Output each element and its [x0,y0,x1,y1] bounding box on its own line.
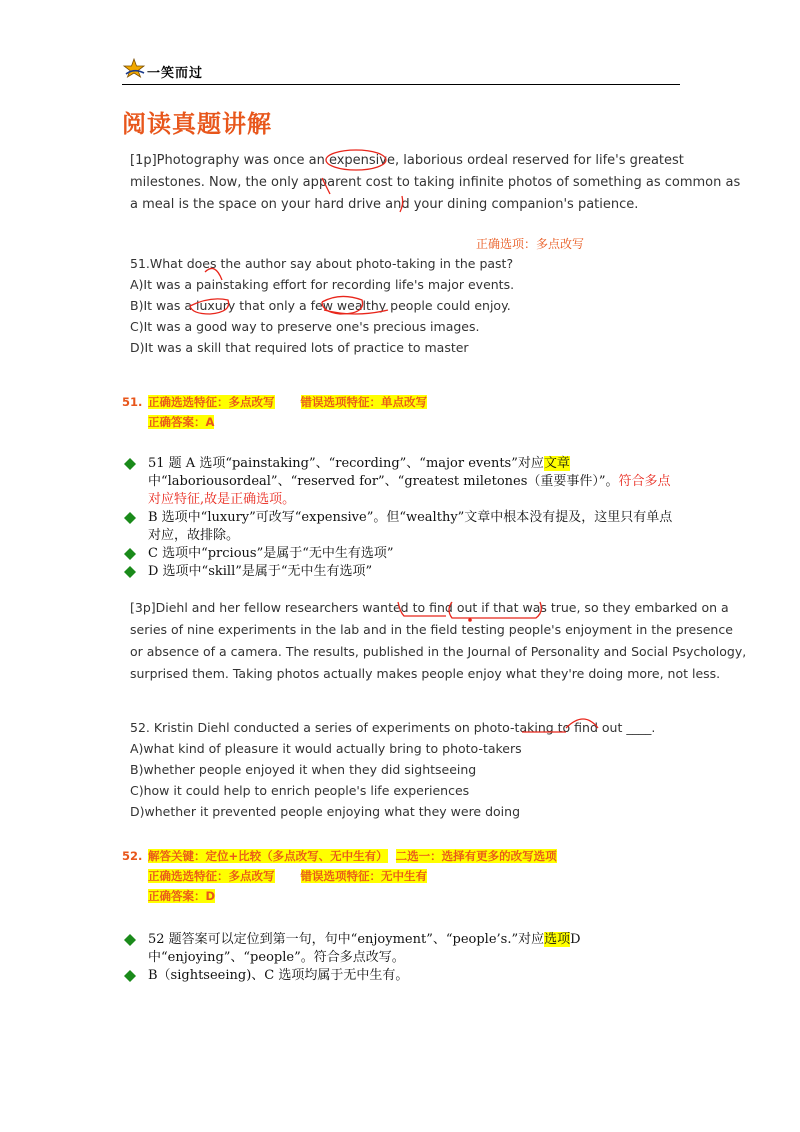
choose-line: 二选一：选择有更多的改写选项 [395,849,557,863]
passage-line: a meal is the space on your hard drive and your dining companion's patience. [130,197,639,212]
bullet-text: C 选项中“prcious”是属于“无中生有选项” [148,546,394,561]
option-d: D)whether it prevented people enjoying what they were doing [130,804,521,819]
correct-answer: 正确答案：D [148,889,216,903]
bullet-text: ordeal”、“reserved for”、“greatest miletones（重要事件）”。 [228,474,619,489]
diamond-bullet-icon [124,566,136,578]
option-a: A)It was a painstaking effort for recording life's major events. [130,277,515,292]
question-51 [130,253,690,358]
explanation-51 [122,455,682,581]
passage-line: series of nine experiments in the lab and in the field testing people's enjoyment in the presence [130,622,733,637]
explanation-52 [122,931,682,985]
passage-line: milestones. Now, the only apparent cost to taking infinite photos of something as common as [130,175,741,190]
bullet-text: 51 题 A 选项“painstaking”、“recording”、“major events”对应 [148,456,544,471]
list-item [122,455,682,509]
question-52 [130,717,690,822]
option-b: B)It was a luxury that only a few wealthy people could enjoy. [130,298,511,313]
passage-line: [3p]Diehl and her fellow researchers wanted to find out if that was true, so they embarked on a [130,600,729,615]
correct-feature: 正确选选特征：多点改写 [148,869,275,883]
passage-1 [130,150,741,216]
diamond-bullet-icon [124,970,136,982]
list-item [122,931,682,967]
bullet-text: 中“enjoying”、“people”。符合多点改写。 [148,950,405,965]
bullet-text: D 选项中“skill”是属于“无中生有选项” [148,564,373,579]
conclusion-text: 符合多点对应特征,故是正确选项。 [148,474,671,507]
option-b: B)whether people enjoyed it when they did sightseeing [130,762,477,777]
list-item [122,509,682,545]
bullet-text: D [570,932,581,947]
diamond-bullet-icon [124,512,136,524]
question-stem: 51.What does the author say about photo-taking in the past? [130,256,514,271]
list-item [122,563,682,581]
wrong-feature: 错误选项特征：无中生有 [300,869,427,883]
answer-key-52 [122,846,557,906]
header-divider [122,84,680,85]
passage-line: or absence of a camera. The results, published in the Journal of Personality and Social Psychology, [130,644,747,659]
option-c: C)It was a good way to preserve one's precious images. [130,319,480,334]
option-d: D)It was a skill that required lots of practice to master [130,340,469,355]
list-item [122,545,682,563]
option-c: C)how it could help to enrich people's life experiences [130,783,470,798]
bullet-text: B（sightseeing)、C 选项均属于无中生有。 [148,968,409,983]
brand-name: 一笑而过 [147,66,204,81]
wrong-feature: 错误选项特征：单点改写 [300,395,427,409]
handwritten-note: 正确选项：多点改写 [476,237,585,251]
correct-answer: 正确答案：A [148,415,215,429]
question-number: 51. [122,395,143,409]
highlight-text: 文章 [543,456,570,471]
answer-key-51 [122,392,427,432]
logo-star-icon [122,58,146,78]
diamond-bullet-icon [124,548,136,560]
passage-3 [130,597,747,685]
question-stem: 52. Kristin Diehl conducted a series of experiments on photo-taking to find out ____. [130,720,656,735]
page-title: 阅读真题讲解 [122,109,272,138]
passage-line: surprised them. Taking photos actually makes people enjoy what they're doing more, not less. [130,666,721,681]
correct-feature: 正确选选特征：多点改写 [148,395,275,409]
passage-line: [1p]Photography was once an expensive, laborious ordeal reserved for life's greatest [130,153,684,168]
key-line: 解答关键：定位+比较（多点改写、无中生有） [148,849,388,863]
diamond-bullet-icon [124,458,136,470]
bullet-text: B 选项中“luxury”可改写“expensive”。但“wealthy”文章中根本没有提及，这里只有单点对应，故排除。 [148,510,673,543]
highlight-text: 选项 [544,932,571,947]
diamond-bullet-icon [124,934,136,946]
question-number: 52. [122,849,143,863]
bullet-text: 中“laborious [148,474,229,489]
option-a: A)what kind of pleasure it would actually bring to photo-takers [130,741,522,756]
list-item [122,967,682,985]
bullet-text: 52 题答案可以定位到第一句，句中“enjoyment”、“people’s.”对应 [148,932,545,947]
